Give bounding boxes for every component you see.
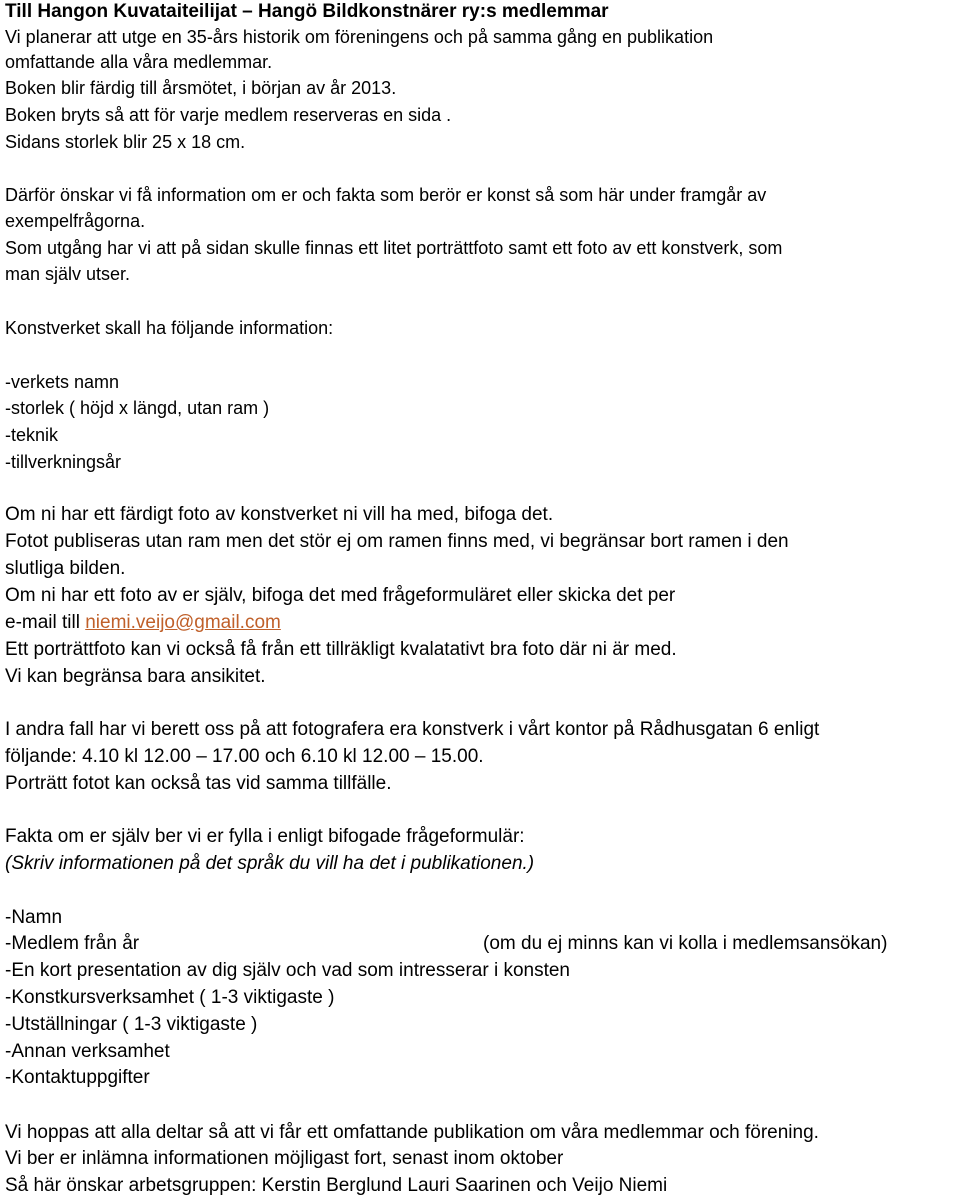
schedule-line: Porträtt fotot kan också tas vid samma tillfälle. <box>5 773 392 794</box>
closing-line: Vi ber er inlämna informationen möjligast fort, senast inom oktober <box>5 1148 564 1169</box>
closing-line: Så här önskar arbetsgruppen: Kerstin Berglund Lauri Saarinen och Veijo Niemi <box>5 1175 668 1196</box>
photo-info-line: Om ni har ett färdigt foto av konstverket ni vill ha med, bifoga det. <box>5 504 554 525</box>
intro-line: omfattande alla våra medlemmar. <box>5 52 273 72</box>
photo-info-line: Vi kan begränsa bara ansikitet. <box>5 666 266 687</box>
form-field-member-since: -Medlem från år <box>5 933 140 954</box>
schedule-line: I andra fall har vi berett oss på att fotografera era konstverk i vårt kontor på Rådhusgatan 6 enligt <box>5 719 820 740</box>
paragraph-line: exempelfrågorna. <box>5 211 146 231</box>
paragraph-line: Därför önskar vi få information om er och fakta som berör er konst så som här under framgår av <box>5 185 767 205</box>
photo-info-line: Om ni har ett foto av er själv, bifoga det med frågeformuläret eller skicka det per <box>5 585 676 606</box>
photo-info-line: Fotot publiseras utan ram men det stör ej om ramen finns med, vi begränsar bort ramen i den <box>5 531 789 552</box>
intro-line: Vi planerar att utge en 35-års historik om föreningens och på samma gång en publikation <box>5 27 714 47</box>
paragraph-line: man själv utser. <box>5 264 131 284</box>
facts-note: (Skriv informationen på det språk du vill ha det i publikationen.) <box>5 853 535 874</box>
facts-intro: Fakta om er själv ber vi er fylla i enligt bifogade frågeformulär: <box>5 826 525 847</box>
photo-info-line: Ett porträttfoto kan vi också få från ett tillräkligt kvalatativt bra foto där ni är med. <box>5 639 677 660</box>
form-field-courses: -Konstkursverksamhet ( 1-3 viktigaste ) <box>5 987 335 1008</box>
artwork-field: -storlek ( höjd x längd, utan ram ) <box>5 398 270 418</box>
email-prefix: e-mail till <box>5 612 86 633</box>
member-since-note: (om du ej minns kan vi kolla i medlemsansökan) <box>483 933 888 954</box>
form-field-name: -Namn <box>5 907 63 928</box>
closing-line: Vi hoppas att alla deltar så att vi får ett omfattande publikation om våra medlemmar och förening. <box>5 1122 819 1143</box>
artwork-intro: Konstverket skall ha följande information: <box>5 318 334 338</box>
artwork-field: -tillverkningsår <box>5 452 122 472</box>
paragraph-line: Som utgång har vi att på sidan skulle finnas ett litet porträttfoto samt ett foto av ett konstverk, som <box>5 238 783 258</box>
email-link[interactable]: niemi.veijo@gmail.com <box>85 612 281 633</box>
artwork-field: -verkets namn <box>5 372 120 392</box>
email-line <box>5 611 281 635</box>
photo-info-line: slutliga bilden. <box>5 558 126 579</box>
form-field-exhibitions: -Utställningar ( 1-3 viktigaste ) <box>5 1014 258 1035</box>
schedule-line: följande: 4.10 kl 12.00 – 17.00 och 6.10 kl 12.00 – 15.00. <box>5 746 484 767</box>
form-field-presentation: -En kort presentation av dig själv och vad som intresserar i konsten <box>5 960 570 981</box>
artwork-field: -teknik <box>5 425 59 445</box>
form-field-contact: -Kontaktuppgifter <box>5 1067 150 1088</box>
intro-line: Boken bryts så att för varje medlem reserveras en sida . <box>5 105 452 125</box>
intro-line: Sidans storlek blir 25 x 18 cm. <box>5 132 246 152</box>
document-title: Till Hangon Kuvataiteilijat – Hangö Bildkonstnärer ry:s medlemmar <box>5 1 609 22</box>
intro-line: Boken blir färdig till årsmötet, i början av år 2013. <box>5 78 397 98</box>
form-field-other: -Annan verksamhet <box>5 1041 170 1062</box>
